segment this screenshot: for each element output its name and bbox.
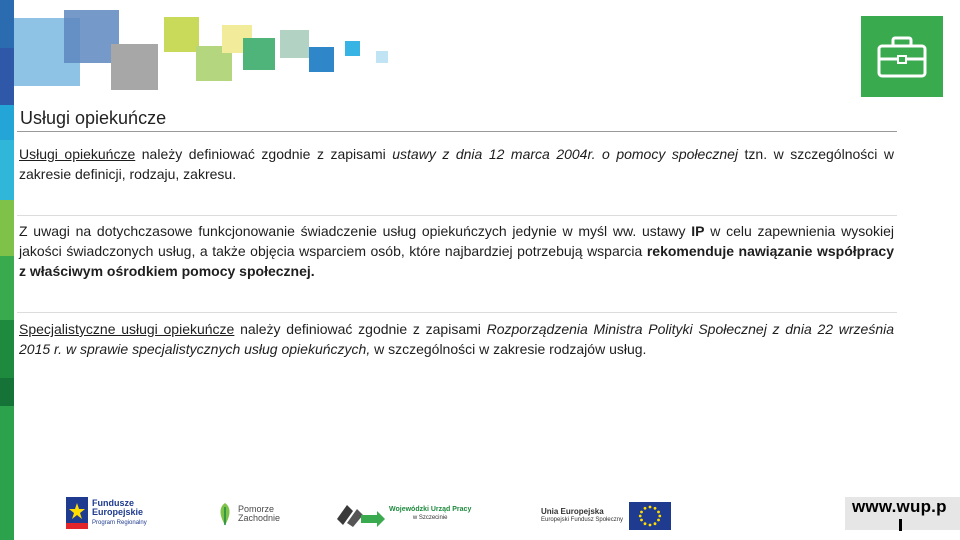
section-divider: [17, 215, 897, 216]
title-divider: [17, 131, 897, 132]
ue-line2: Europejski Fundusz Społeczny: [541, 517, 624, 523]
header-icon-tile: [861, 16, 943, 97]
term-uslugi-opiekuncze: Usługi opiekuńcze: [19, 146, 136, 162]
wup-line2: w Szczecinie: [412, 515, 448, 521]
website-link[interactable]: www.wup.p: [852, 497, 947, 516]
pomorze-line2: Zachodnie: [238, 513, 281, 523]
logo-fundusze-europejskie: [66, 497, 147, 529]
pomorze-line1: Pomorze: [238, 504, 275, 514]
decor-square: [243, 38, 275, 70]
ue-line1: Unia Europejska: [541, 507, 604, 516]
decor-square: [164, 17, 199, 52]
briefcase-icon: [876, 35, 928, 79]
text-cursor: [899, 519, 902, 531]
fe-line2: Europejskie: [92, 506, 144, 517]
decor-square: [376, 51, 388, 63]
logo-wup-szczecin: [337, 501, 471, 527]
term-specjalistyczne: Specjalistyczne usługi opiekuńcze: [19, 321, 235, 337]
decor-square: [280, 30, 309, 58]
paragraph-uslugi-opiekuncze: [19, 144, 894, 184]
paragraph-text: należy definiować zgodnie z zapisami: [234, 321, 487, 337]
paragraph-recommendation: [19, 221, 894, 281]
decor-square: [111, 44, 158, 90]
fe-line3: Program Regionalny: [92, 519, 147, 526]
eu-flag-icon: [629, 502, 671, 530]
wup-line1: Wojewódzki Urząd Pracy: [389, 506, 472, 513]
logo-unia-europejska: [541, 502, 671, 530]
section-divider: [17, 312, 897, 313]
left-color-stripe: [0, 0, 14, 540]
paragraph-specjalistyczne: [19, 319, 894, 359]
page-title: Usługi opiekuńcze: [20, 108, 167, 128]
law-reference: ustawy z dnia 12 marca 2004r. o pomocy społecznej: [392, 146, 739, 162]
paragraph-text: Z uwagi na dotychczasowe funkcjonowanie świadczenie usług opiekuńczych jedynie w myśl ww. ustawy: [19, 223, 692, 239]
paragraph-text: w szczególności w zakresie rodzajów usług.: [370, 341, 647, 357]
ip-label: IP: [691, 223, 705, 239]
recommendation-text: rekomenduje nawiązanie współpracy z właściwym ośrodkiem pomocy społecznej: [19, 243, 894, 279]
decor-square: [309, 47, 334, 72]
paragraph-end: .: [310, 263, 315, 279]
logo-pomorze-zachodnie: [216, 501, 280, 527]
regulation-reference: Rozporządzenia Ministra Polityki Społecznej z dnia 22 września 2015 r. w sprawie specjalistycznych usług opiekuńczych,: [19, 321, 894, 357]
paragraph-text: należy definiować zgodnie z zapisami: [135, 146, 393, 162]
wup-logo-icon: [337, 501, 385, 527]
fe-star-icon: [66, 497, 88, 529]
fe-line1: Fundusze: [92, 497, 134, 508]
decor-square: [345, 41, 360, 56]
leaf-icon: [216, 501, 234, 527]
paragraph-text: w celu zapewnienia wysokiej jakości świadczonych usług, a także objęcia wsparciem osób, które najbardziej potrzebują wsparcia: [19, 223, 894, 259]
paragraph-text: tzn. w szczególności w zakresie definicji, rodzaju, zakresu.: [19, 146, 895, 182]
